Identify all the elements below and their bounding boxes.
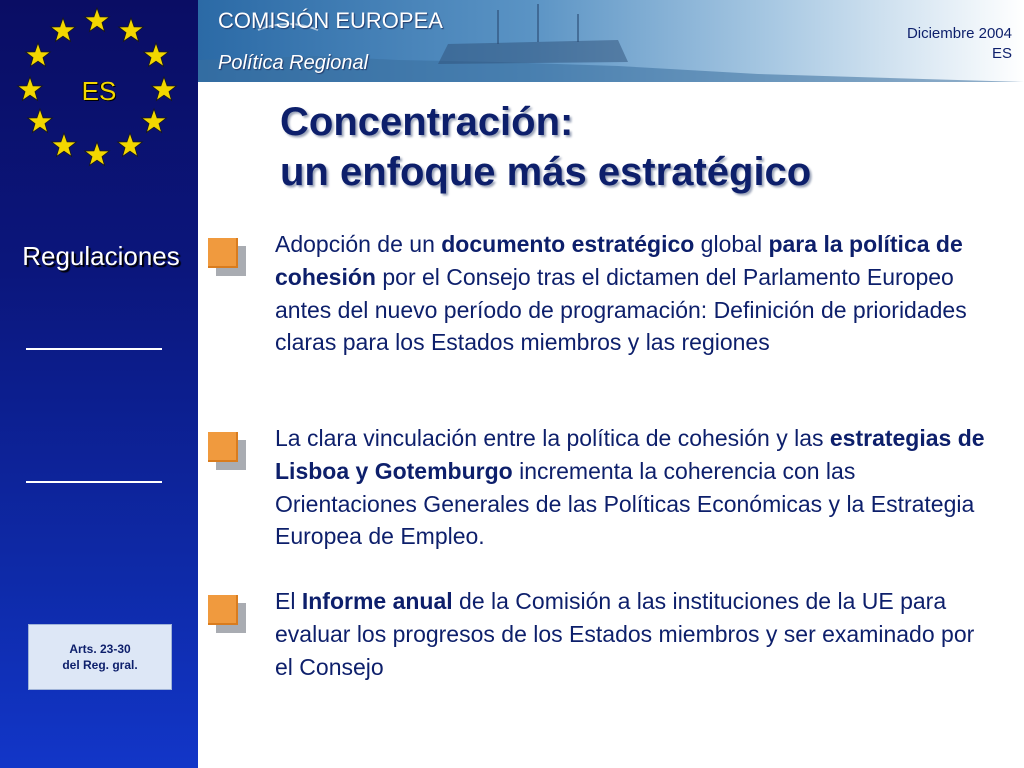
bullet-text-bold: para la política de cohesión (275, 231, 963, 290)
reference-box (28, 624, 172, 690)
orange-square-bullet-icon (208, 238, 248, 278)
bullet-text-segment: incrementa la coherencia con las Orientaciones Generales de las Políticas Económicas y la Estrategia Europea de Empleo. (275, 457, 975, 550)
title-line: Concentración: (280, 100, 574, 144)
bullet-text-bold: documento estratégico (441, 231, 695, 257)
reference-line: del Reg. gral. (62, 658, 138, 672)
country-code-label: ES (81, 76, 117, 106)
bullet-text-segment: La clara vinculación entre la política de cohesión y las (275, 425, 830, 451)
bullet-text-bold: Informe anual (301, 588, 453, 614)
slide-title (280, 97, 1000, 197)
bullet-text (275, 422, 995, 553)
title-line: un enfoque más estratégico (280, 150, 812, 194)
divider (26, 348, 162, 350)
date-block (907, 24, 1012, 64)
bullet-text-segment: por el Consejo tras el dictamen del Parlamento Europeo antes del nuevo período de programación: Definición de prioridades claras para los Estados miembros y las regiones (275, 263, 967, 356)
section-title: Regulaciones (22, 241, 180, 271)
date-label: Diciembre 2004 (906, 25, 1012, 42)
bullet-text (275, 228, 995, 359)
department-name: Política Regional (218, 52, 369, 74)
bullet-text-bold: estrategias de Lisboa y Gotemburgo (275, 425, 985, 484)
bullet-text-segment: Adopción de un (275, 231, 442, 257)
bullet-text-segment: global (694, 231, 769, 257)
orange-square-bullet-icon (208, 595, 248, 635)
orange-square-bullet-icon (208, 432, 248, 472)
divider (26, 481, 162, 483)
bullet-text (275, 585, 995, 683)
language-label: ES (991, 45, 1012, 62)
organization-name: COMISIÓN EUROPEA (218, 8, 443, 33)
sidebar (0, 0, 198, 768)
bullet-text-segment: de la Comisión a las instituciones de la UE para evaluar los progresos de los Estados miembros y ser examinado por el Consejo (275, 588, 975, 680)
reference-line: Arts. 23-30 (69, 642, 131, 656)
bullet-text-segment: El (275, 588, 302, 614)
